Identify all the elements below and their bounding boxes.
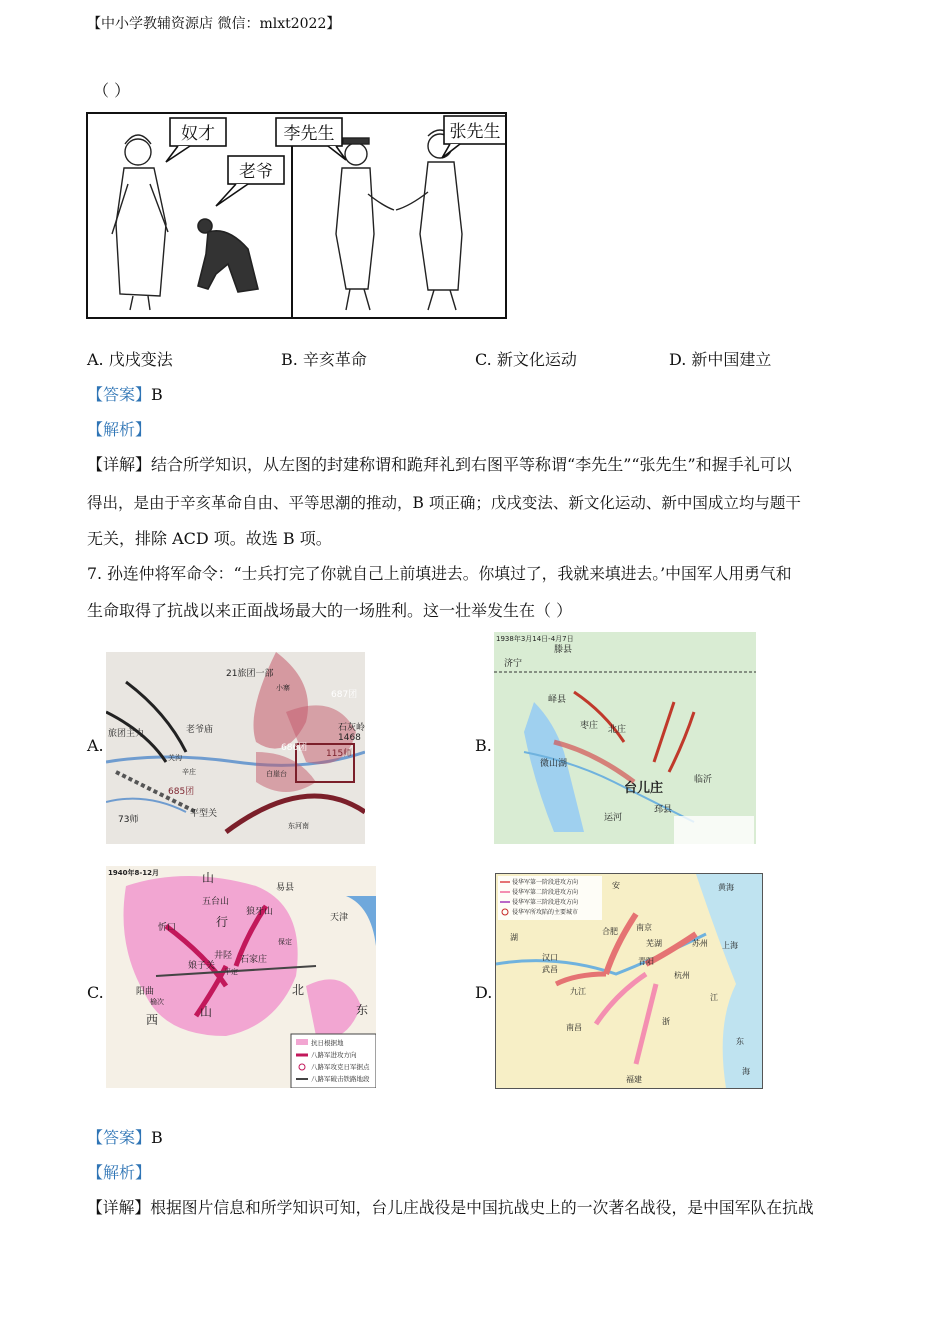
map-a-label: 687团	[331, 690, 358, 700]
map-c-legend: 八路军破击铁路地段	[311, 1075, 370, 1083]
map-a-label: 685团	[168, 787, 195, 797]
map-d-legend: 侵华军第三阶段进攻方向	[512, 899, 579, 906]
map-a-label: 21旅团一部	[226, 669, 274, 679]
q7-answer-row	[87, 1128, 163, 1148]
map-d-legend: 侵华军第一阶段进攻方向	[512, 879, 579, 886]
map-d-label: 苏州	[692, 939, 708, 948]
option-b: B. 辛亥革命	[281, 350, 367, 369]
map-a-label: 小寨	[276, 684, 290, 692]
detail-line-1	[87, 455, 792, 475]
map-b-label: 峄县	[548, 695, 567, 705]
zhang-figure	[396, 130, 462, 310]
map-c-label: 狼牙山	[246, 907, 274, 917]
map-d-legend: 侵华军所攻陷的主要城市	[512, 909, 579, 916]
map-d-label: 黄海	[718, 883, 734, 892]
cartoon-drawing	[88, 114, 505, 317]
map-c-label: 石家庄	[240, 955, 268, 965]
map-d-label: 武昌	[542, 965, 558, 974]
map-d-label: 安	[612, 881, 620, 890]
map-b-label: 枣庄	[580, 721, 599, 731]
map-d-label: 南京	[636, 923, 652, 932]
map-a-label: 115师	[326, 749, 353, 759]
map-c-label: 天津	[330, 913, 349, 923]
map-c-label: 西	[146, 1013, 159, 1027]
q7-detail-text: 根据图片信息和所学知识可知，台儿庄战役是中国抗战史上的一次著名战役，是中国军队在抗战	[150, 1198, 814, 1217]
map-option-c-label: C.	[87, 983, 104, 1002]
q7-analysis-tag: 【解析】	[87, 1163, 152, 1182]
map-a-label: 686团	[281, 743, 308, 753]
detail-text: 结合所学知识，从左图的封建称谓和跪拜礼到右图平等称谓“李先生”“张先生”和握手礼可以	[151, 455, 792, 474]
map-b-label: 运河	[604, 813, 623, 823]
map-b-label: 台儿庄	[624, 781, 664, 796]
map-c-label: 榆次	[150, 998, 164, 1006]
label-servant: 奴才	[181, 124, 215, 144]
map-d-label: 湖	[510, 933, 518, 942]
map-d-label: 海	[742, 1067, 750, 1076]
map-c-label: 山	[202, 871, 215, 885]
map-d-image	[495, 873, 763, 1089]
map-b-label: 临沂	[694, 775, 713, 785]
map-a-label: 老爷庙	[186, 725, 214, 735]
analysis-tag: 【解析】	[87, 420, 152, 439]
answer-value: B	[151, 385, 163, 404]
map-d-label: 东	[736, 1037, 744, 1046]
map-a-label: 石灰岭	[338, 723, 365, 733]
map-a-label: 旅团主力	[108, 729, 145, 739]
servant-figure	[112, 135, 168, 310]
map-c-label: 保定	[278, 938, 292, 946]
q7-detail-line	[87, 1198, 814, 1218]
q7-stem-line-2: 生命取得了抗战以来正面战场最大的一场胜利。这一壮举发生在（ ）	[87, 601, 573, 620]
map-b-title: 1938年3月14日-4月7日	[496, 635, 574, 643]
map-d-legend: 侵华军第二阶段进攻方向	[512, 889, 579, 896]
map-b-label: 邳县	[654, 805, 673, 815]
li-figure	[336, 138, 394, 310]
map-c-label: 娘子关	[188, 961, 216, 971]
map-c-label: 东	[356, 1003, 369, 1017]
detail-tag: 【详解】	[87, 455, 152, 474]
map-d-label: 芜湖	[646, 939, 662, 948]
map-c-legend: 八路军进攻方向	[311, 1051, 357, 1059]
map-d-label: 江	[710, 993, 718, 1002]
map-a-image	[106, 652, 365, 844]
map-c-label: 五台山	[202, 897, 230, 907]
q7-answer-tag: 【答案】	[87, 1128, 152, 1147]
map-b-label: 滕县	[554, 645, 573, 655]
cartoon-image	[86, 112, 507, 319]
detail-line-2: 得出，是由于辛亥革命自由、平等思潮的推动，B 项正确；戊戌变法、新文化运动、新中国成立均与题干	[87, 494, 801, 512]
option-a: A. 戊戌变法	[87, 350, 173, 369]
map-c-label: 阳曲	[136, 987, 155, 997]
answer-tag: 【答案】	[87, 385, 152, 404]
map-c-label: 行	[216, 915, 229, 929]
map-d-label: 南昌	[566, 1023, 582, 1032]
map-c-label: 平定	[224, 968, 238, 976]
detail-line-3: 无关，排除 ACD 项。故选 B 项。	[87, 529, 332, 548]
map-a-label: 辛庄	[182, 768, 196, 776]
map-d-label: 九江	[570, 987, 586, 996]
option-c: C. 新文化运动	[475, 350, 577, 369]
label-li: 李先生	[283, 124, 335, 144]
map-option-a-label: A.	[87, 736, 104, 755]
map-d-label: 杭州	[674, 971, 690, 980]
map-b-image	[494, 632, 756, 844]
map-d-label: 青阳	[638, 957, 654, 966]
map-a-label: 1468	[338, 733, 361, 743]
map-c-label: 井陉	[214, 951, 233, 961]
map-d-label: 汉口	[542, 953, 558, 962]
map-a-label: 关沟	[168, 754, 182, 762]
map-c-label: 忻口	[158, 923, 177, 933]
question-paren: （ ）	[93, 81, 131, 100]
map-a-label: 白崖台	[266, 770, 287, 778]
map-b-label: 济宁	[504, 659, 523, 669]
map-d-label: 上海	[722, 941, 738, 950]
label-master: 老爷	[239, 162, 273, 182]
q7-stem-line-1: 7. 孙连仲将军命令：“士兵打完了你就自己上前填进去。你填过了，我就来填进去。’中国军人用勇气和	[87, 564, 792, 583]
map-a-label: 平型关	[190, 809, 218, 819]
map-c-title: 1940年8-12月	[108, 869, 159, 877]
map-d-label: 福建	[626, 1075, 642, 1084]
answer-row	[87, 385, 163, 405]
q7-answer-value: B	[151, 1128, 163, 1147]
map-c-legend: 八路军攻克日军据点	[311, 1063, 370, 1071]
map-option-b-label: B.	[475, 736, 492, 755]
map-d-label: 合肥	[602, 927, 618, 936]
option-d: D. 新中国建立	[669, 350, 772, 369]
map-b-label: 微山湖	[540, 759, 568, 769]
map-c-label: 山	[200, 1005, 213, 1019]
header-watermark: 【中小学教辅资源店 微信：mlxt2022】	[87, 16, 341, 32]
map-c-image	[106, 866, 376, 1088]
map-c-legend: 抗日根据地	[311, 1039, 344, 1047]
label-zhang: 张先生	[449, 122, 501, 142]
kneeling-figure	[198, 219, 258, 292]
map-c-label: 北	[292, 983, 305, 997]
map-a-label: 东河南	[288, 822, 309, 830]
map-b-label: 北庄	[608, 725, 627, 735]
map-c-label: 易县	[276, 883, 295, 893]
q7-detail-tag: 【详解】	[87, 1198, 151, 1217]
map-option-d-label: D.	[475, 983, 493, 1002]
map-a-label: 73师	[118, 815, 139, 825]
map-d-label: 浙	[662, 1017, 670, 1026]
